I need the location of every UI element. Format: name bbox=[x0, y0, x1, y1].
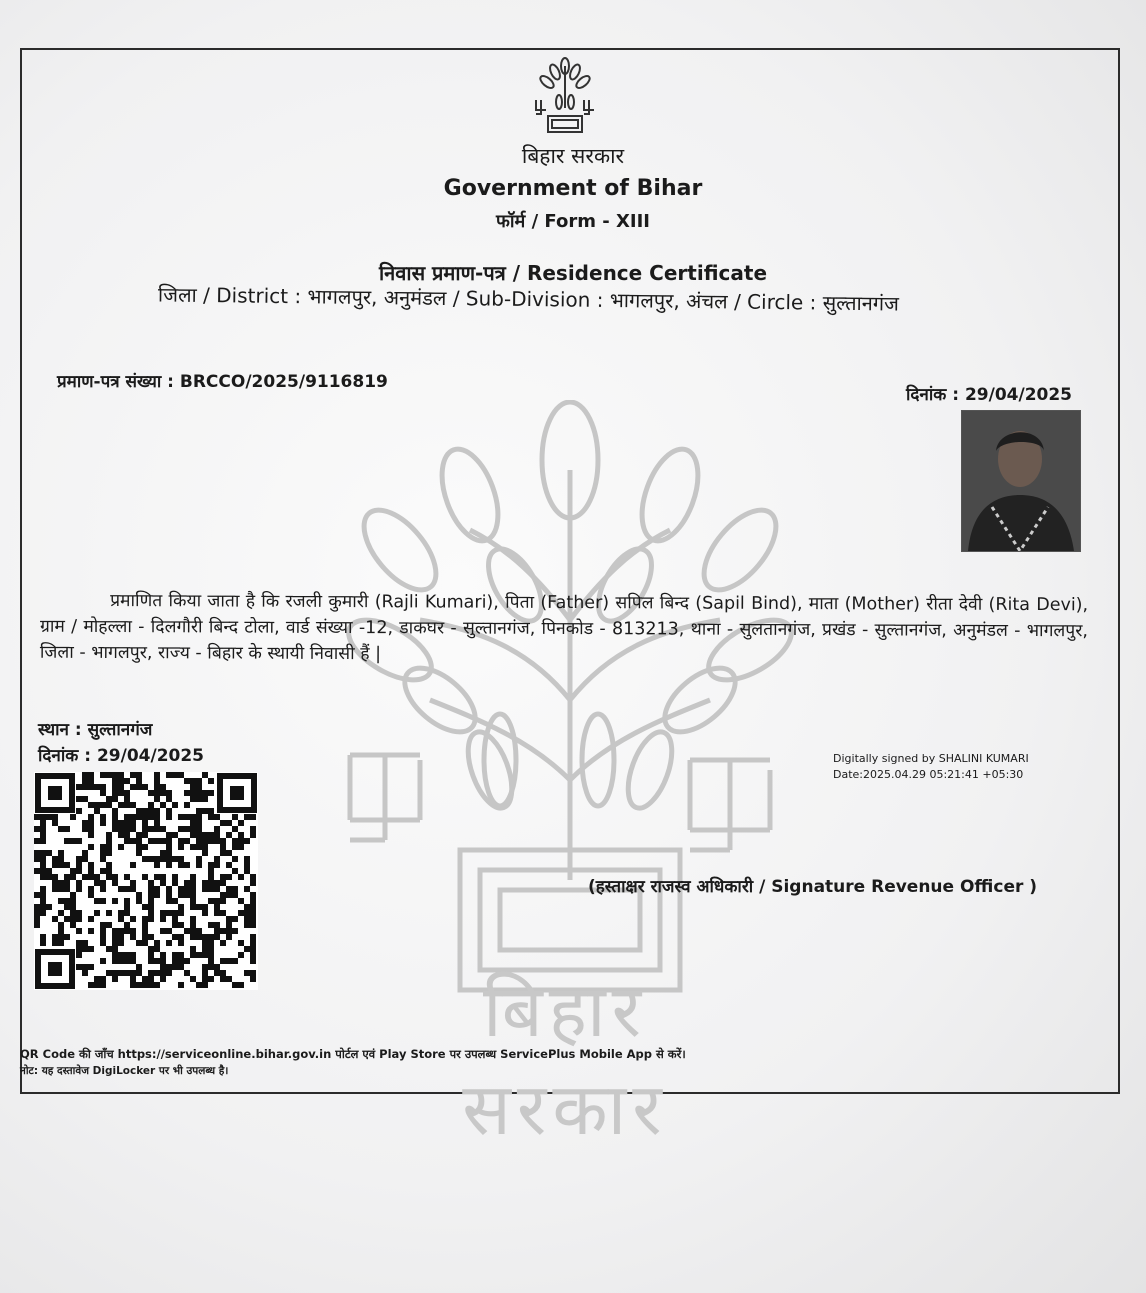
hindi-government-title: बिहार सरकार bbox=[521, 144, 625, 168]
certificate-title: निवास प्रमाण-पत्र / Residence Certificate bbox=[378, 261, 768, 285]
district-line: जिला / District : भागलपुर, अनुमंडल / Sub-Division : भागलपुर, अंचल / Circle : सुल्तानगंज bbox=[157, 282, 900, 316]
digilocker-note: नोट: यह दस्तावेज DigiLocker पर भी उपलब्ध है। bbox=[20, 1065, 229, 1077]
signature-date: दिनांक : 29/04/2025 bbox=[38, 746, 205, 766]
signature-label: (हस्ताक्षर राजस्व अधिकारी / Signature Revenue Officer ) bbox=[588, 877, 1038, 897]
issue-date: दिनांक : 29/04/2025 bbox=[906, 385, 1073, 405]
bihar-emblem-icon bbox=[530, 56, 600, 138]
place-of-issue: स्थान : सुल्तानगंज bbox=[38, 720, 153, 740]
government-title: Government of Bihar bbox=[443, 176, 703, 201]
watermark-text: बिहार सरकार bbox=[462, 969, 668, 1151]
certificate-body: प्रमाणित किया जाता है कि रजली कुमारी (Rajli Kumari), पिता (Father) सपिल बिन्द (Sapil Bind), माता (Mother) रीता देवी (Rita Devi), ग्राम / मोहल्ला - दिलगौरी बिन्द टोला, वार्ड संख्या -12, डाकघर - सुल्तानगंज, पिनकोड - 813213, थाना - सुलतानगंज, प्रखंड - सुल्तानगंज, अनुमंडल - भागलपुर, जिला - भागलपुर, राज्य - बिहार के स्थायी निवासी हैं | bbox=[39, 591, 1089, 665]
digital-signature-name: Digitally signed by SHALINI KUMARI bbox=[833, 752, 1029, 765]
qr-code-icon bbox=[34, 772, 258, 990]
form-number: फॉर्म / Form - XIII bbox=[496, 211, 650, 232]
certificate-number: प्रमाण-पत्र संख्या : BRCCO/2025/9116819 bbox=[57, 372, 388, 392]
qr-verification-note: QR Code की जाँच https://serviceonline.bihar.gov.in पोर्टल एवं Play Store पर उपलब्ध ServicePlus Mobile App से करें। bbox=[20, 1047, 686, 1061]
person-silhouette-icon bbox=[962, 411, 1080, 551]
digital-signature-date: Date:2025.04.29 05:21:41 +05:30 bbox=[833, 768, 1024, 781]
applicant-photo bbox=[961, 410, 1081, 552]
